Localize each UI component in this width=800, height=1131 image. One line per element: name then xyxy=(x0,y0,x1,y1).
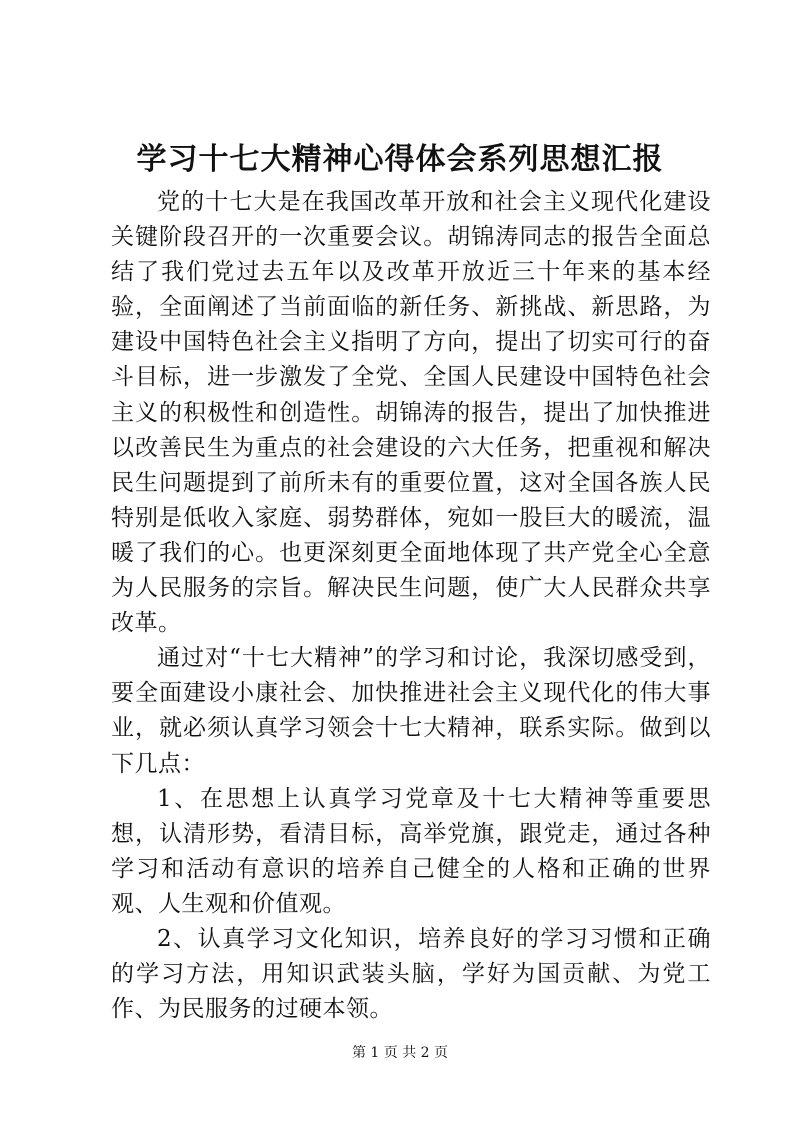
paragraph-2: 通过对“十七大精神”的学习和讨论，我深切感受到，要全面建设小康社会、加快推进社会主义现代化的伟大事业，就必须认真学习领会十七大精神，联系实际。做到以下几点： xyxy=(111,645,711,777)
page-footer: 第 1 页 共 2 页 xyxy=(351,1045,449,1061)
document-body xyxy=(111,185,711,1027)
paragraph-1: 党的十七大是在我国改革开放和社会主义现代化建设关键阶段召开的一次重要会议。胡锦涛同志的报告全面总结了我们党过去五年以及改革开放近三十年来的基本经验，全面阐述了当前面临的新任务、新挑战、新思路，为建设中国特色社会主义指明了方向，提出了切实可行的奋斗目标，进一步激发了全党、全国人民建设中国特色社会主义的积极性和创造性。胡锦涛的报告，提出了加快推进以改善民生为重点的社会建设的六大任务，把重视和解决民生问题提到了前所未有的重要位置，这对全国各族人民特别是低收入家庭、弱势群体，宛如一股巨大的暖流，温暖了我们的心。也更深刻更全面地体现了共产党全心全意为人民服务的宗旨。解决民生问题，使广大人民群众共享改革。 xyxy=(111,189,711,637)
paragraph-3: 1、在思想上认真学习党章及十七大精神等重要思想，认清形势，看清目标，高举党旗，跟党走，通过各种学习和活动有意识的培养自己健全的人格和正确的世界观、人生观和价值观。 xyxy=(111,785,711,917)
paragraph-4: 2、认真学习文化知识，培养良好的学习习惯和正确的学习方法，用知识武装头脑，学好为国贡献、为党工作、为民服务的过硬本领。 xyxy=(111,925,711,1023)
document-title: 学习十七大精神心得体会系列思想汇报 xyxy=(136,142,664,177)
